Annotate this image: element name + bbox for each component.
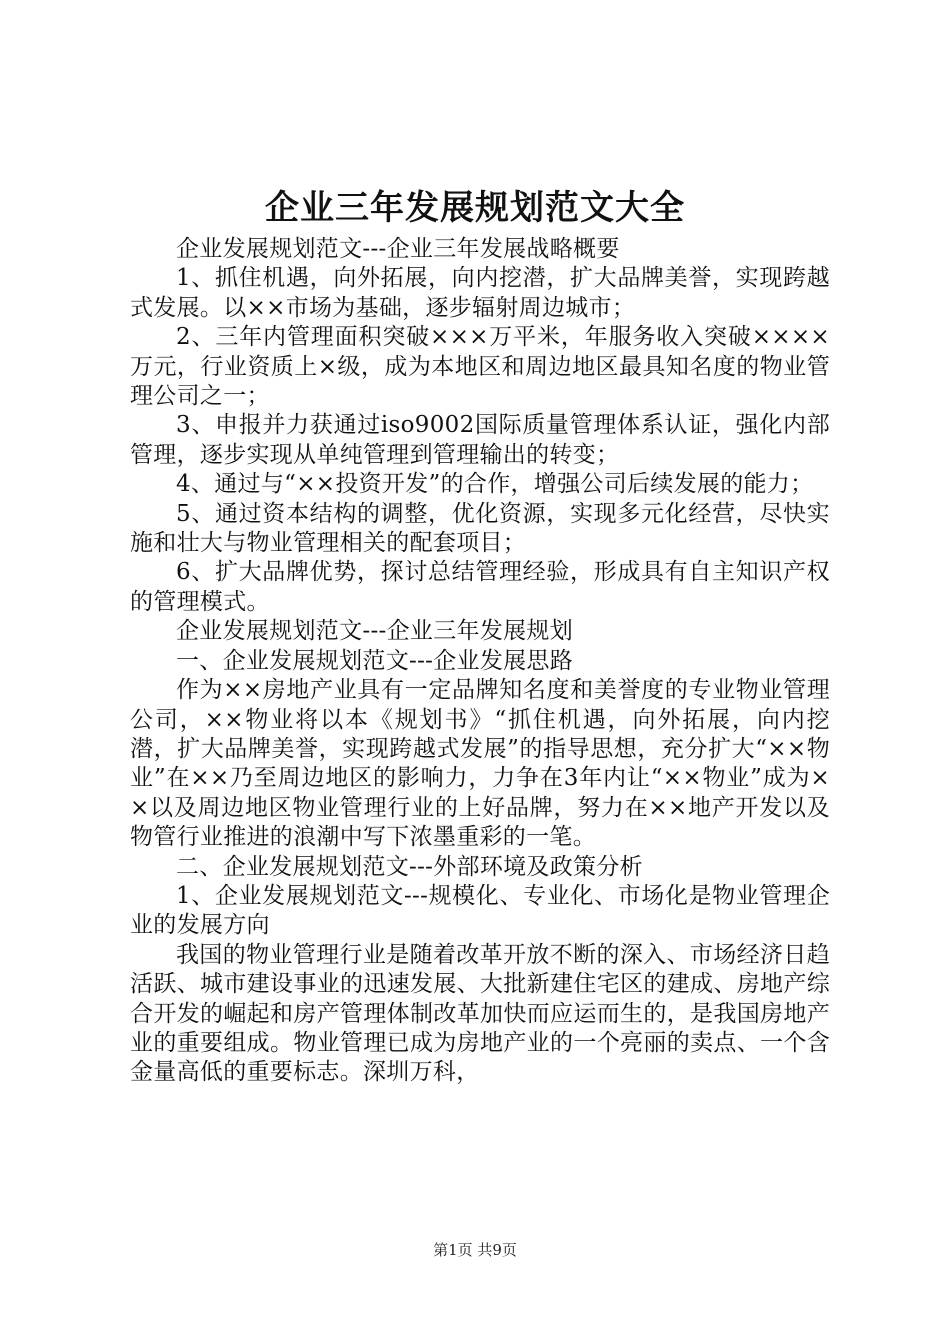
- paragraph: 二、企业发展规划范文---外部环境及政策分析: [176, 853, 643, 880]
- paragraph: 2、三年内管理面积突破×××万平米，年服务收入突破××××万元，行业资质上×级，成为本地区和周边地区最具知名度的物业管理公司之一；: [130, 324, 830, 410]
- paragraph: 1、抓住机遇，向外拓展，向内挖潜，扩大品牌美誉，实现跨越式发展。以××市场为基础，逐步辐射周边城市；: [130, 265, 830, 321]
- paragraph: 5、通过资本结构的调整，优化资源，实现多元化经营，尽快实施和壮大与物业管理相关的配套项目；: [130, 500, 830, 557]
- paragraph: 1、企业发展规划范文---规模化、专业化、市场化是物业管理企业的发展方向: [130, 882, 830, 939]
- paragraph: 我国的物业管理行业是随着改革开放不断的深入、市场经济日趋活跃、城市建设事业的迅速发展、大批新建住宅区的建成、房地产综合开发的崛起和房产管理体制改革加快而应运而生的，是我国房地产业的重要组成。物业管理已成为房地产业的一个亮丽的卖点、一个含金量高低的重要标志。深圳万科，: [130, 941, 830, 1086]
- document-body: [130, 235, 830, 1088]
- paragraph: 企业发展规划范文---企业三年发展规划: [176, 618, 574, 645]
- paragraph: 4、通过与“××投资开发”的合作，增强公司后续发展的能力；: [176, 471, 814, 498]
- paragraph: 一、企业发展规划范文---企业发展思路: [176, 647, 574, 674]
- paragraph: 作为××房地产业具有一定品牌知名度和美誉度的专业物业管理公司，××物业将以本《规划书》“抓住机遇，向外拓展，向内挖潜，扩大品牌美誉，实现跨越式发展”的指导思想，充分扩大“××物业”在××乃至周边地区的影响力，力争在3年内让“××物业”成为××以及周边地区物业管理行业的上好品牌，努力在××地产开发以及物管行业推进的浪潮中写下浓墨重彩的一笔。: [130, 677, 830, 851]
- paragraph: 企业发展规划范文---企业三年发展战略概要: [176, 236, 620, 262]
- paragraph: 3、申报并力获通过iso9002国际质量管理体系认证，强化内部管理，逐步实现从单纯管理到管理输出的转变；: [130, 412, 830, 468]
- paragraph: 6、扩大品牌优势，探讨总结管理经验，形成具有自主知识产权的管理模式。: [130, 559, 830, 615]
- document-title: 企业三年发展规划范文大全: [265, 188, 685, 228]
- page-footer: 第1页 共9页: [433, 1241, 517, 1259]
